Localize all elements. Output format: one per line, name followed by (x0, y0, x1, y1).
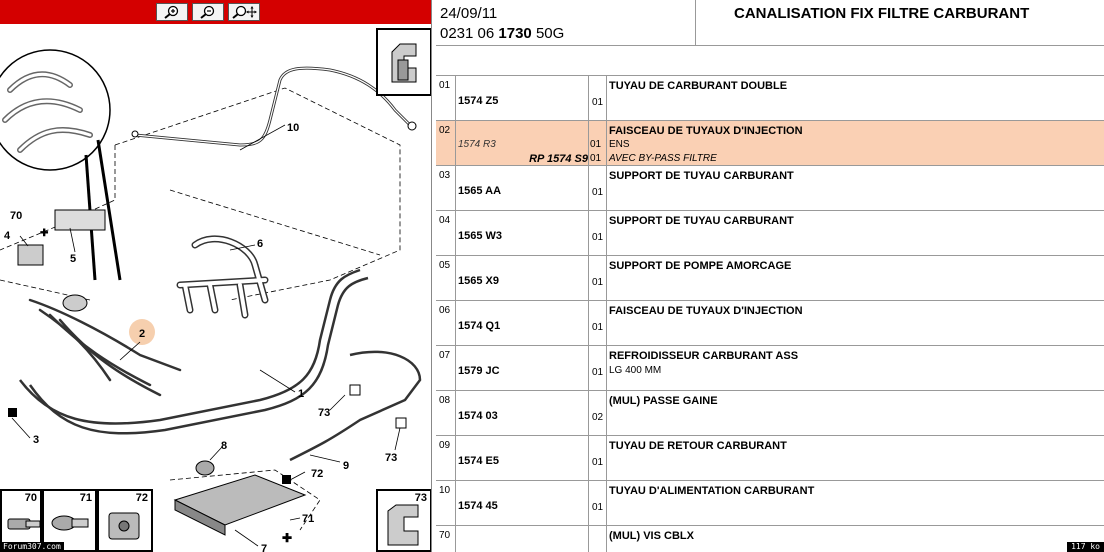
row-number: 10 (436, 481, 456, 525)
row-number: 07 (436, 346, 456, 390)
zoom-in-button[interactable] (156, 3, 188, 21)
parts-header (436, 0, 1104, 46)
ref-old: 1574 R3 (458, 139, 496, 150)
row-quantity (589, 391, 607, 435)
parts-row[interactable] (436, 391, 1104, 436)
zoom-move-button[interactable] (228, 3, 260, 21)
row-quantity (589, 346, 607, 390)
row-reference (456, 391, 589, 435)
clip-icon (378, 30, 430, 94)
insert-part-72[interactable] (97, 489, 153, 552)
insert-part-73[interactable] (376, 489, 432, 552)
qty: 01 (592, 322, 604, 333)
desc: REFROIDISSEUR CARBURANT ASS (609, 350, 799, 362)
row-description (607, 436, 1104, 480)
row-reference (456, 121, 589, 165)
row-description (607, 256, 1104, 300)
callout-label[interactable]: 1 (298, 388, 305, 400)
qty: 01 (590, 153, 602, 164)
row-quantity (589, 526, 607, 552)
row-quantity (589, 166, 607, 210)
ref-suffix: 50G (535, 25, 565, 42)
svg-text:✚: ✚ (282, 531, 293, 545)
row-quantity (589, 481, 607, 525)
desc: SUPPORT DE POMPE AMORCAGE (609, 260, 792, 272)
parts-row[interactable] (436, 166, 1104, 211)
desc: SUPPORT DE TUYAU CARBURANT (609, 170, 794, 182)
ref[interactable]: 1574 Q1 (458, 320, 501, 332)
desc: SUPPORT DE TUYAU CARBURANT (609, 215, 794, 227)
desc: (MUL) VIS CBLX (609, 530, 694, 542)
row-reference (456, 211, 589, 255)
callout-label[interactable]: 2 (139, 328, 146, 340)
qty: 01 (592, 457, 604, 468)
qty: 01 (590, 139, 602, 150)
callout-label[interactable]: 5 (70, 253, 77, 265)
row-number: 03 (436, 166, 456, 210)
page-title: CANALISATION FIX FILTRE CARBURANT (734, 5, 1030, 22)
catalog-reference (440, 25, 564, 42)
header-spacer (436, 46, 1104, 76)
insert-number: 73 (414, 492, 427, 504)
ref[interactable]: 1565 X9 (458, 275, 499, 287)
callout-label[interactable]: 9 (343, 460, 350, 472)
zoom-in-icon (161, 5, 183, 19)
row-number: 09 (436, 436, 456, 480)
callout-label[interactable]: 8 (221, 440, 228, 452)
insert-number: 70 (24, 492, 37, 504)
row-reference (456, 436, 589, 480)
parts-row[interactable] (436, 76, 1104, 121)
row-description (607, 301, 1104, 345)
parts-row[interactable] (436, 436, 1104, 481)
row-reference (456, 76, 589, 120)
row-quantity (589, 436, 607, 480)
row-number: 06 (436, 301, 456, 345)
ref-prefix: 0231 06 (440, 25, 495, 42)
row-number: 04 (436, 211, 456, 255)
callout-label[interactable]: 4 (4, 230, 11, 242)
insert-number: 72 (135, 492, 148, 504)
insert-number: 71 (79, 492, 92, 504)
parts-row[interactable] (436, 301, 1104, 346)
sub: LG 400 MM (609, 365, 662, 376)
callout-label[interactable]: 3 (33, 434, 40, 446)
row-description (607, 526, 1104, 552)
qty: 01 (592, 277, 604, 288)
row-number: 70 (436, 526, 456, 552)
row-reference (456, 481, 589, 525)
parts-list-panel (436, 0, 1104, 552)
row-description (607, 121, 1104, 165)
ref[interactable]: 1579 JC (458, 365, 500, 377)
row-description (607, 481, 1104, 525)
row-description (607, 211, 1104, 255)
callout-label[interactable]: 71 (302, 513, 315, 525)
ref[interactable]: 1565 AA (458, 185, 502, 197)
row-description (607, 76, 1104, 120)
row-number: 08 (436, 391, 456, 435)
ref[interactable]: 1574 E5 (458, 455, 499, 467)
insert-part-3[interactable] (376, 28, 432, 96)
row-quantity (589, 211, 607, 255)
desc: TUYAU D'ALIMENTATION CARBURANT (609, 485, 815, 497)
sub: ENS (609, 139, 630, 150)
callout-label[interactable]: 72 (311, 468, 324, 480)
desc: FAISCEAU DE TUYAUX D'INJECTION (609, 305, 803, 317)
ref-replacement[interactable]: RP 1574 S9 (529, 153, 588, 165)
parts-row[interactable] (436, 211, 1104, 256)
row-description (607, 166, 1104, 210)
catalog-date: 24/09/11 (440, 5, 498, 22)
ref[interactable]: 1565 W3 (458, 230, 503, 242)
callout-label[interactable]: 10 (287, 122, 300, 134)
ref[interactable]: 1574 45 (458, 500, 498, 512)
watermark: Forum307.com (0, 542, 64, 552)
zoom-out-icon (197, 5, 219, 19)
callout-label[interactable]: 73 (318, 407, 331, 419)
diagram-panel (0, 0, 432, 552)
parts-row[interactable] (436, 526, 1104, 552)
ref[interactable]: 1574 Z5 (458, 95, 499, 107)
desc: TUYAU DE RETOUR CARBURANT (609, 440, 787, 452)
qty: 01 (592, 232, 604, 243)
row-description (607, 346, 1104, 390)
parts-table (436, 76, 1104, 552)
qty: 01 (592, 502, 604, 513)
zoom-out-button[interactable] (192, 3, 224, 21)
row-quantity (589, 121, 607, 165)
row-description (607, 391, 1104, 435)
qty: 01 (592, 187, 604, 198)
row-reference (456, 166, 589, 210)
qty: 02 (592, 412, 604, 423)
parts-row[interactable] (436, 121, 1104, 166)
callout-label[interactable]: 6 (257, 238, 264, 250)
row-quantity (589, 256, 607, 300)
page-size-indicator: 117 ko (1067, 542, 1104, 552)
qty: 01 (592, 367, 604, 378)
desc: TUYAU DE CARBURANT DOUBLE (609, 80, 788, 92)
parts-row[interactable] (436, 256, 1104, 301)
parts-row[interactable] (436, 481, 1104, 526)
callout-label[interactable]: 73 (385, 452, 398, 464)
row-number: 02 (436, 121, 456, 165)
zoom-toolbar (0, 0, 432, 24)
desc: FAISCEAU DE TUYAUX D'INJECTION (609, 125, 803, 137)
row-reference (456, 526, 589, 552)
desc: (MUL) PASSE GAINE (609, 395, 718, 407)
callout-label[interactable]: 7 (261, 543, 268, 552)
ref[interactable]: 1574 03 (458, 410, 498, 422)
zoom-move-icon (231, 5, 257, 19)
svg-text:✚: ✚ (40, 228, 49, 239)
row-reference (456, 346, 589, 390)
callout-label[interactable]: 70 (10, 210, 23, 222)
qty: 01 (592, 97, 604, 108)
row-reference (456, 256, 589, 300)
ref-bold: 1730 (498, 25, 532, 42)
row-reference (456, 301, 589, 345)
row-quantity (589, 76, 607, 120)
header-info (436, 0, 696, 46)
exploded-diagram[interactable] (0, 24, 432, 552)
parts-row[interactable] (436, 346, 1104, 391)
sub: AVEC BY-PASS FILTRE (609, 153, 717, 164)
row-number: 05 (436, 256, 456, 300)
row-number: 01 (436, 76, 456, 120)
row-quantity (589, 301, 607, 345)
